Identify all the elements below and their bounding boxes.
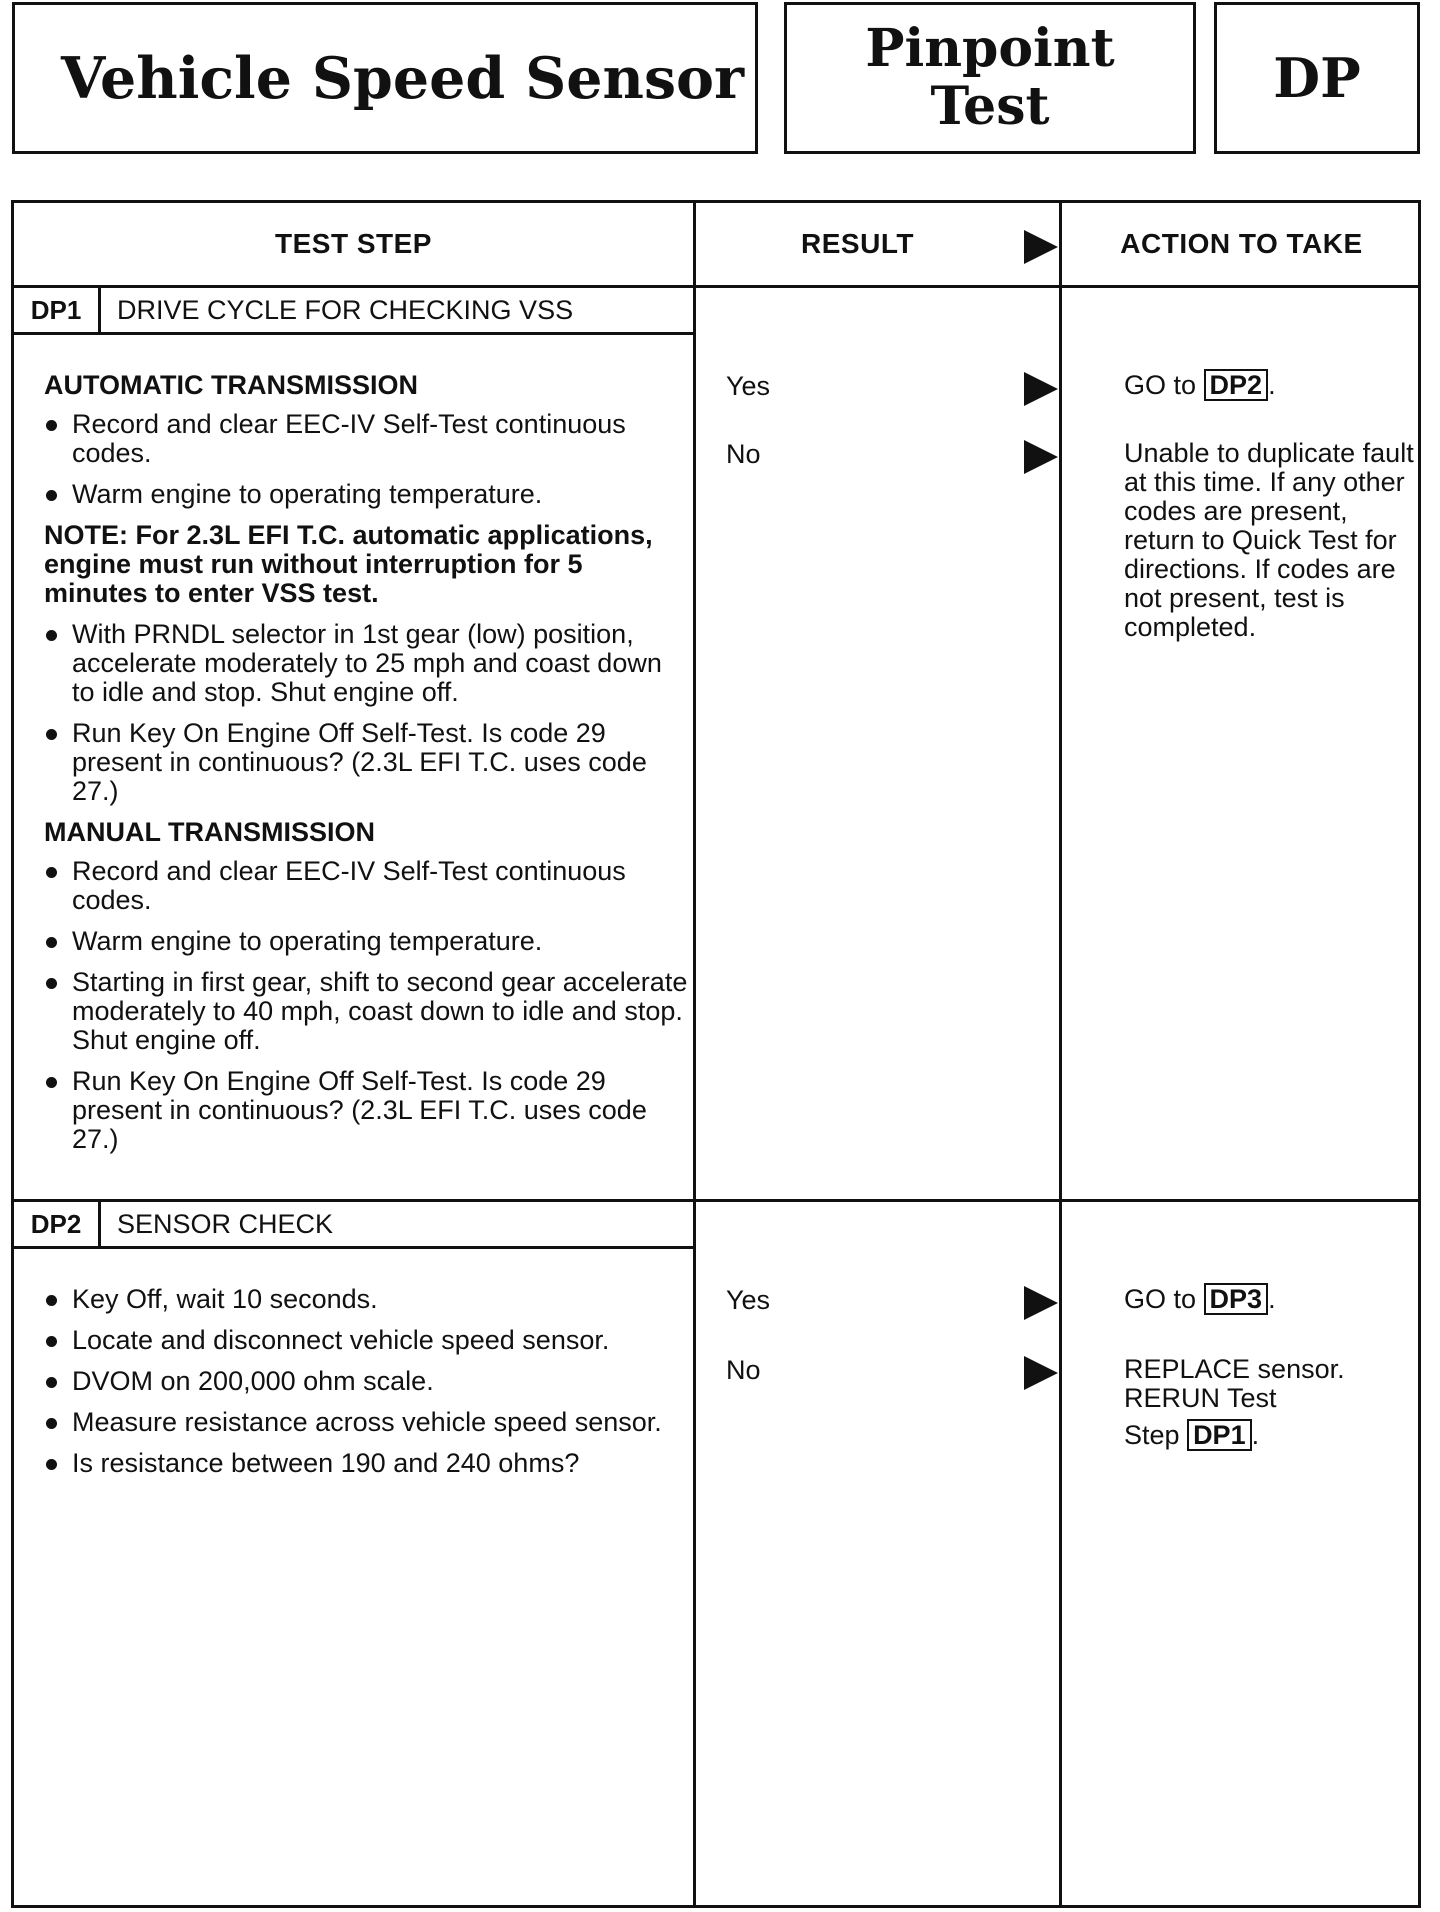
result-arrow-icon bbox=[1024, 372, 1058, 406]
step-body-dp1 bbox=[44, 371, 690, 1166]
list-item: Warm engine to operating temperature. bbox=[44, 927, 690, 956]
auto-transmission-heading: AUTOMATIC TRANSMISSION bbox=[44, 370, 418, 400]
pinpoint-test-table bbox=[11, 200, 1421, 1908]
result-arrow-icon bbox=[1024, 1356, 1058, 1390]
test-type-line2: Test bbox=[930, 76, 1050, 137]
column-divider-2 bbox=[1059, 203, 1062, 1905]
result-no-dp1: No bbox=[726, 439, 761, 469]
column-header-result: RESULT bbox=[801, 228, 914, 259]
list-item: Is resistance between 190 and 240 ohms? bbox=[44, 1449, 690, 1478]
list-item: Run Key On Engine Off Self-Test. Is code 29 present in continuous? (2.3L EFI T.C. uses code 27.) bbox=[44, 719, 690, 806]
list-item: DVOM on 200,000 ohm scale. bbox=[44, 1367, 690, 1396]
manual-transmission-heading: MANUAL TRANSMISSION bbox=[44, 817, 376, 847]
result-yes-dp2: Yes bbox=[726, 1285, 771, 1315]
test-code-box bbox=[1214, 2, 1420, 154]
list-item: Run Key On Engine Off Self-Test. Is code 29 present in continuous? (2.3L EFI T.C. uses code 27.) bbox=[44, 1067, 690, 1154]
list-item: With PRNDL selector in 1st gear (low) position, accelerate moderately to 25 mph and coast down to idle and stop. Shut engine off. bbox=[44, 620, 690, 707]
result-arrow-icon bbox=[1024, 440, 1058, 474]
step-header-dp1 bbox=[14, 288, 693, 335]
result-yes-dp1: Yes bbox=[726, 371, 771, 401]
action-yes-dp2: GO to DP3 . bbox=[1124, 1284, 1276, 1314]
action-yes-dp1: GO to DP2 . bbox=[1124, 370, 1276, 400]
action-no-dp2: REPLACE sensor. RERUN Test Step DP1 . bbox=[1124, 1354, 1345, 1450]
page-title-box bbox=[12, 2, 758, 154]
list-item: Key Off, wait 10 seconds. bbox=[44, 1285, 690, 1314]
step-body-dp2 bbox=[44, 1285, 690, 1490]
result-arrow-icon bbox=[1024, 1286, 1058, 1320]
list-item: Measure resistance across vehicle speed sensor. bbox=[44, 1408, 690, 1437]
list-item: Record and clear EEC-IV Self-Test continuous codes. bbox=[44, 410, 690, 468]
step-ref-dp1: DP1 bbox=[1187, 1419, 1252, 1451]
step-id-dp2: DP2 bbox=[14, 1202, 101, 1246]
result-no-dp2: No bbox=[726, 1355, 761, 1385]
step-title-dp2: SENSOR CHECK bbox=[117, 1208, 334, 1239]
note-text: NOTE: For 2.3L EFI T.C. automatic applications, engine must run without interruption for 5 minutes to enter VSS test. bbox=[44, 520, 653, 608]
action-no-dp1: Unable to duplicate fault at this time. If any other codes are present, return to Quick Test for directions. If codes are not present, test is completed. bbox=[1124, 438, 1414, 642]
step-id-dp1: DP1 bbox=[14, 288, 101, 332]
list-item: Locate and disconnect vehicle speed sensor. bbox=[44, 1326, 690, 1355]
step-title-dp1: DRIVE CYCLE FOR CHECKING VSS bbox=[117, 294, 574, 325]
list-item: Starting in first gear, shift to second gear accelerate moderately to 40 mph, coast down to idle and stop. Shut engine off. bbox=[44, 968, 690, 1055]
step-ref-dp3: DP3 bbox=[1204, 1283, 1269, 1315]
result-arrow-icon bbox=[1024, 230, 1058, 264]
page-title: Vehicle Speed Sensor bbox=[61, 44, 745, 112]
list-item: Warm engine to operating temperature. bbox=[44, 480, 690, 509]
step-header-dp2 bbox=[14, 1202, 693, 1249]
column-header-test-step: TEST STEP bbox=[275, 228, 432, 259]
test-type-box bbox=[784, 2, 1196, 154]
list-item: Record and clear EEC-IV Self-Test continuous codes. bbox=[44, 857, 690, 915]
test-code: DP bbox=[1273, 46, 1361, 110]
column-header-action: ACTION TO TAKE bbox=[1120, 228, 1363, 259]
step-ref-dp2: DP2 bbox=[1204, 369, 1269, 401]
column-divider-1 bbox=[693, 203, 696, 1905]
test-type-line1: Pinpoint bbox=[865, 18, 1115, 79]
